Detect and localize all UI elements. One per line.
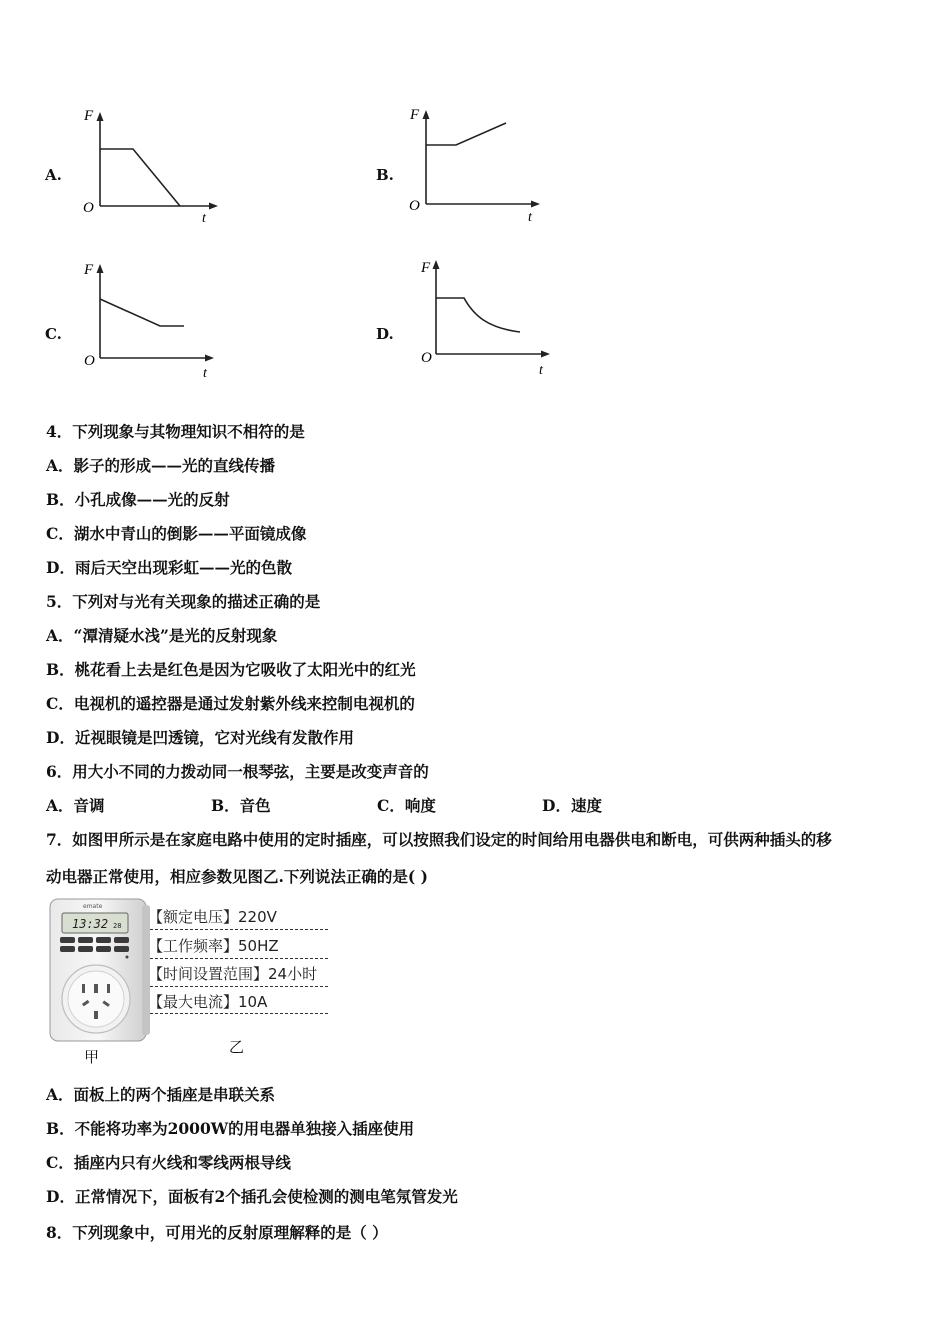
- graph-d-f-label: F: [421, 260, 431, 276]
- graph-b-t-label: t: [528, 210, 532, 225]
- q4-option-d: D．雨后天空出现彩虹——光的色散: [46, 558, 292, 577]
- q5-stem: 5．下列对与光有关现象的描述正确的是: [46, 592, 321, 611]
- graph-b-f-label: F: [410, 107, 420, 123]
- device-caption: 甲: [84, 1048, 100, 1066]
- spec-divider: [150, 929, 328, 930]
- q6-option-b: B．音色: [211, 796, 271, 815]
- spec-divider: [150, 986, 328, 987]
- q7-stem-line2: 动电器正常使用，相应参数见图乙.下列说法正确的是( ): [46, 867, 428, 886]
- spec-divider: [150, 1013, 328, 1014]
- q5-option-a: A．“潭清疑水浅”是光的反射现象: [46, 626, 278, 645]
- graph-c-label: C.: [45, 325, 62, 343]
- graph-c: [78, 258, 223, 380]
- graph-b: [404, 104, 549, 226]
- q4-option-a: A．影子的形成——光的直线传播: [46, 456, 276, 475]
- q5-option-c: C．电视机的遥控器是通过发射紫外线来控制电视机的: [46, 694, 415, 713]
- spec-max-current: 【最大电流】10A: [148, 993, 268, 1011]
- graph-a: [78, 104, 223, 226]
- q6-stem: 6．用大小不同的力拨动同一根琴弦，主要是改变声音的: [46, 762, 429, 781]
- q6-option-a: A．音调: [46, 796, 105, 815]
- q5-option-b: B．桃花看上去是红色是因为它吸收了太阳光中的红光: [46, 660, 416, 679]
- q8-stem: 8．下列现象中，可用光的反射原理解释的是（ ）: [46, 1223, 388, 1242]
- graph-a-o-label: O: [83, 200, 94, 216]
- graph-a-label: A.: [45, 166, 62, 184]
- graph-a-f-label: F: [84, 108, 94, 124]
- q4-option-c: C．湖水中青山的倒影——平面镜成像: [46, 524, 307, 543]
- specs-caption: 乙: [229, 1038, 245, 1056]
- graph-c-t-label: t: [203, 366, 207, 380]
- graph-b-o-label: O: [409, 198, 420, 214]
- spec-divider: [150, 958, 328, 959]
- graph-c-f-label: F: [84, 262, 94, 278]
- q5-option-d: D．近视眼镜是凹透镜，它对光线有发散作用: [46, 728, 354, 747]
- graph-d-label: D.: [376, 325, 394, 343]
- timer-socket-image: [48, 897, 152, 1045]
- graph-d-t-label: t: [539, 363, 543, 378]
- graph-a-t-label: t: [202, 211, 206, 226]
- device-display-suffix: 28: [113, 922, 122, 930]
- graph-d-o-label: O: [421, 350, 432, 366]
- q7-option-c: C．插座内只有火线和零线两根导线: [46, 1153, 291, 1172]
- q7-option-d: D．正常情况下，面板有2个插孔会使检测的测电笔氖管发光: [46, 1187, 458, 1206]
- device-display: 13:32: [72, 917, 109, 931]
- graph-d: [416, 256, 561, 380]
- q4-stem: 4．下列现象与其物理知识不相符的是: [46, 422, 305, 441]
- q7-stem-line1: 7．如图甲所示是在家庭电路中使用的定时插座，可以按照我们设定的时间给用电器供电和断电，可供两种插头的移: [46, 830, 832, 849]
- graph-b-label: B.: [376, 166, 394, 184]
- device-brand: emate: [83, 903, 103, 910]
- q6-option-c: C．响度: [377, 796, 436, 815]
- q7-option-b: B．不能将功率为2000W的用电器单独接入插座使用: [46, 1119, 415, 1138]
- q7-option-a: A．面板上的两个插座是串联关系: [46, 1085, 276, 1104]
- graph-c-o-label: O: [84, 353, 95, 369]
- spec-rated-voltage: 【额定电压】220V: [148, 908, 277, 926]
- q6-option-d: D．速度: [542, 796, 602, 815]
- spec-frequency: 【工作频率】50HZ: [148, 937, 279, 955]
- spec-time-range: 【时间设置范围】24小时: [148, 965, 318, 983]
- q4-option-b: B．小孔成像——光的反射: [46, 490, 230, 509]
